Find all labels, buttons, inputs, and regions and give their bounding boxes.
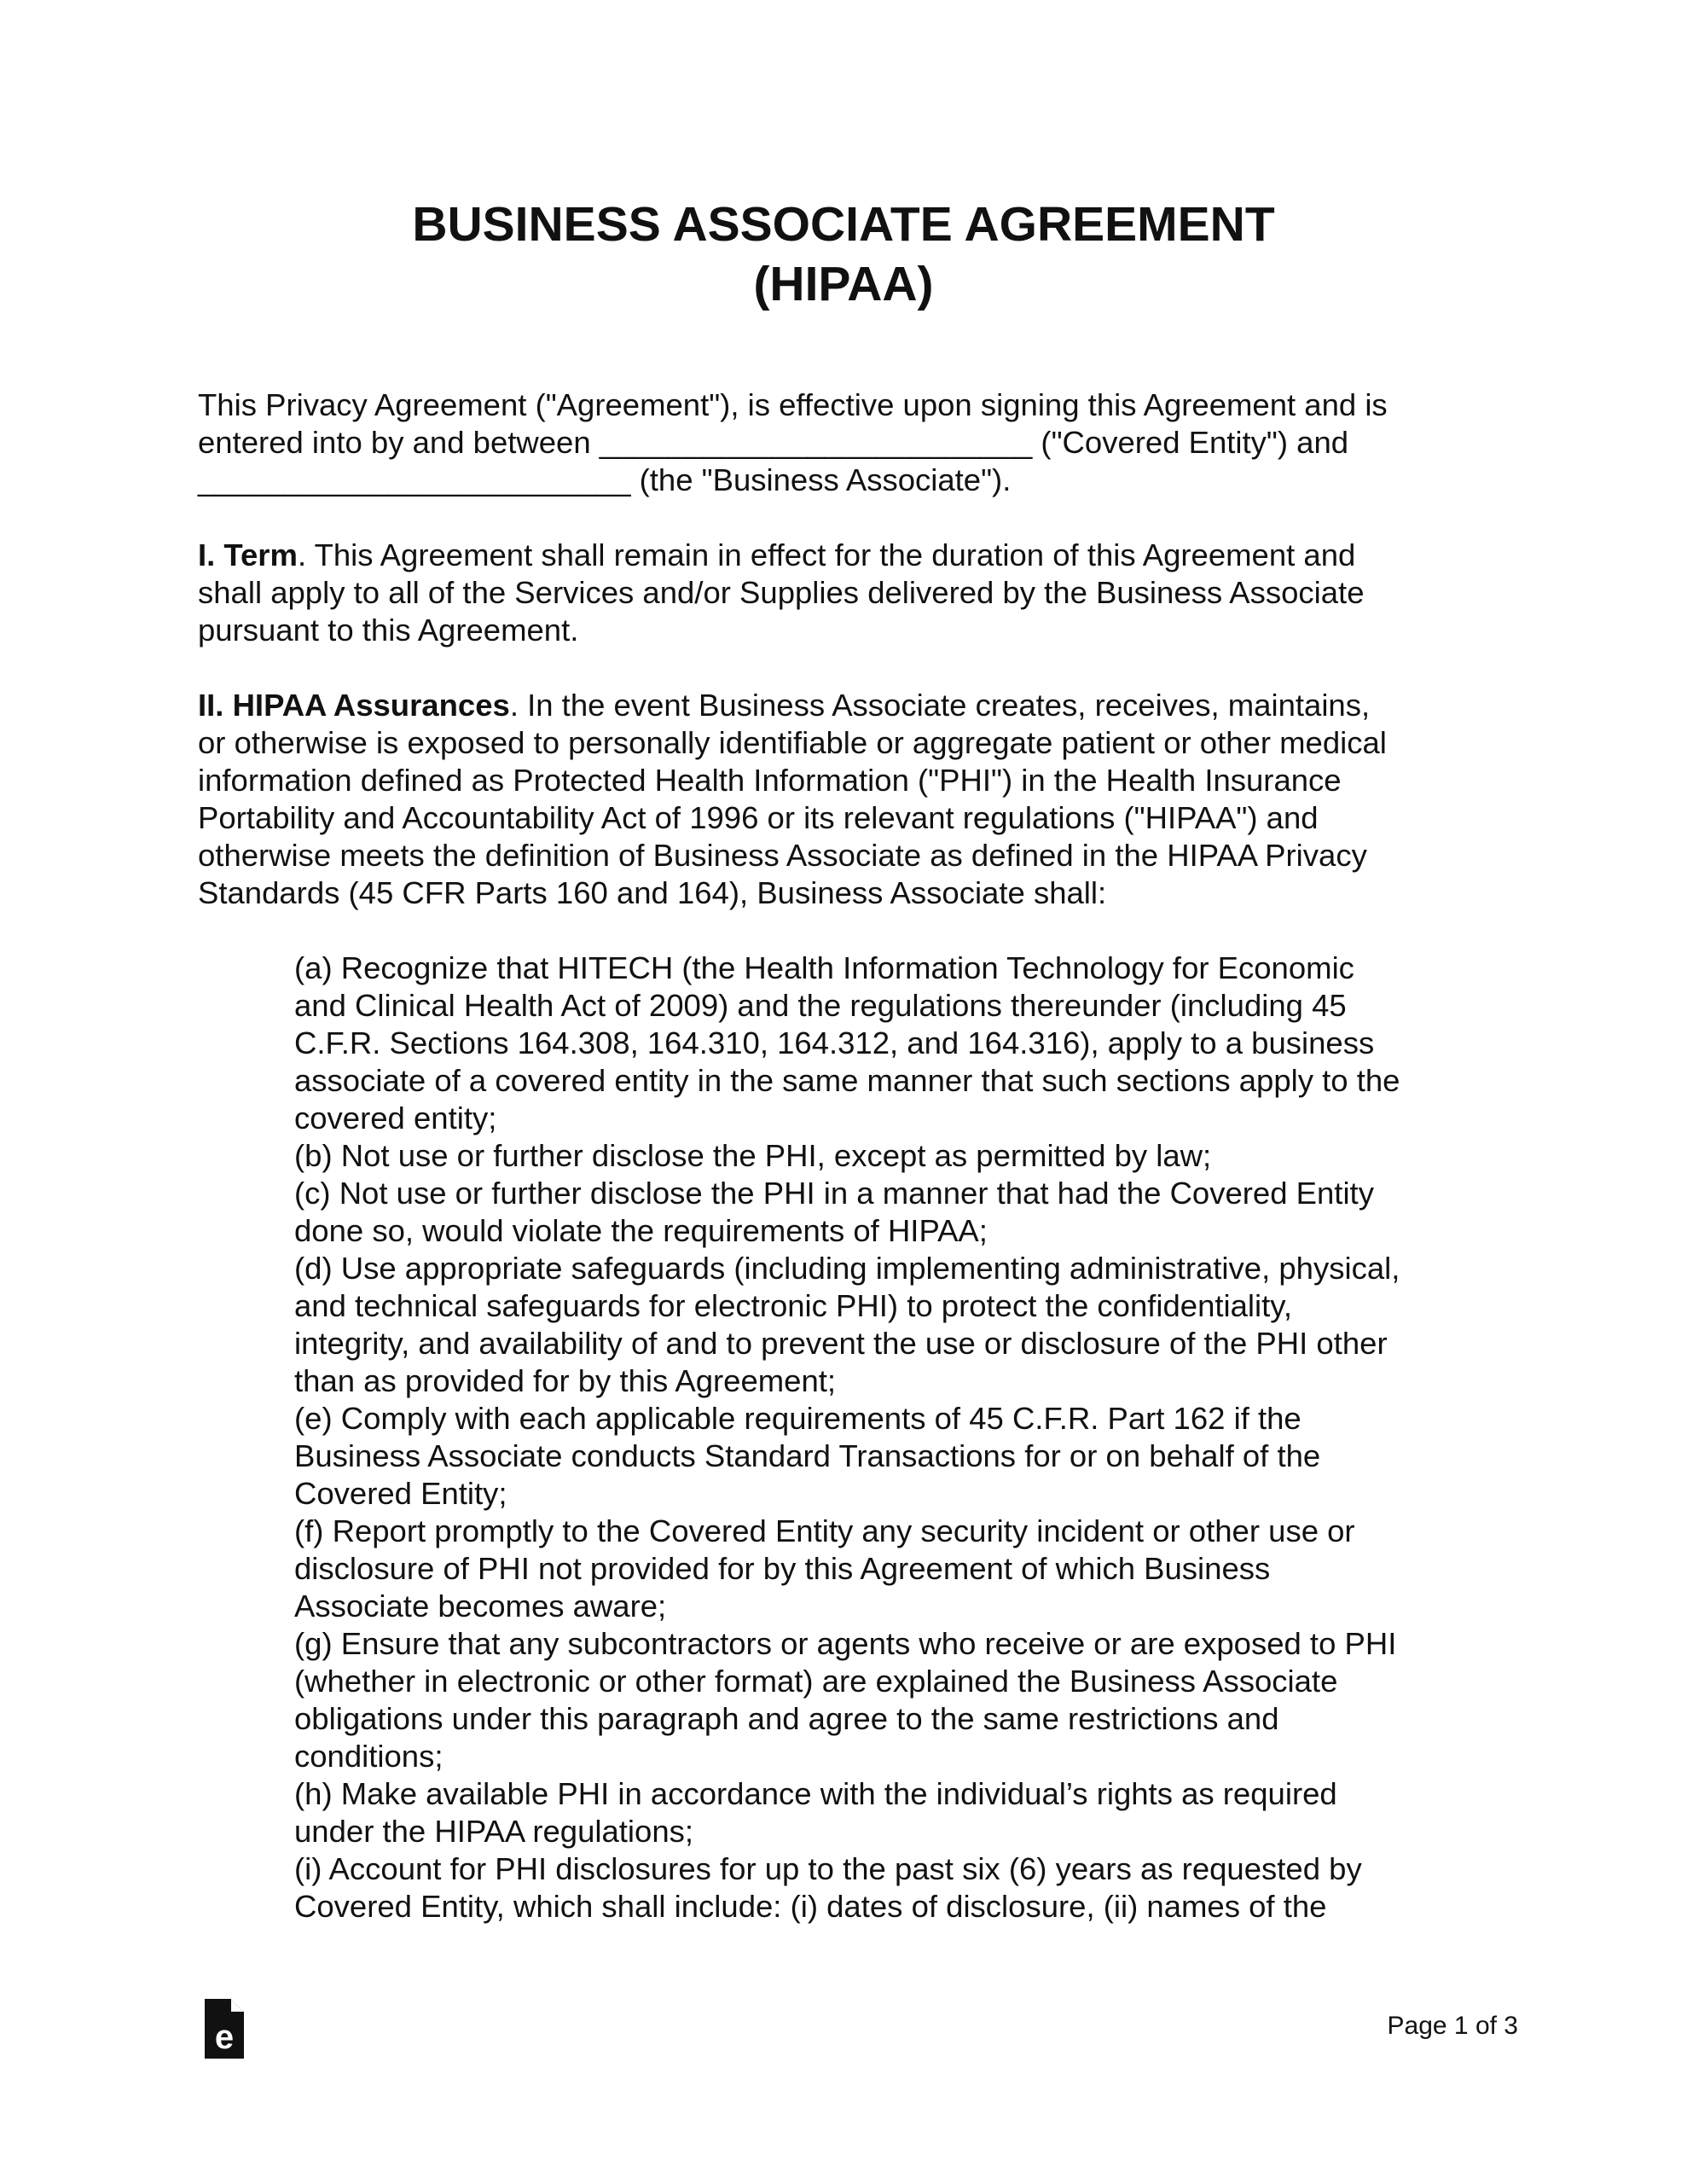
list-item: under the HIPAA regulations; — [294, 1814, 694, 1849]
document-title — [0, 195, 1687, 314]
term-line: . This Agreement shall remain in effect for the duration of this Agreement and — [297, 537, 1356, 572]
list-item: covered entity; — [294, 1101, 497, 1136]
list-item: Covered Entity, which shall include: (i) dates of disclosure, (ii) names of the — [294, 1889, 1327, 1924]
title-line-1: BUSINESS ASSOCIATE AGREEMENT — [412, 197, 1275, 252]
page-number: Page 1 of 3 — [1387, 2012, 1518, 2040]
svg-text:e: e — [214, 2018, 235, 2056]
list-item: (a) Recognize that HITECH (the Health Information Technology for Economic — [294, 950, 1354, 985]
list-item: (i) Account for PHI disclosures for up to the past six (6) years as requested by — [294, 1851, 1362, 1886]
assurances-line: Standards (45 CFR Parts 160 and 164), Business Associate shall: — [198, 875, 1107, 910]
eforms-logo-icon — [205, 1999, 244, 2059]
list-item: conditions; — [294, 1739, 443, 1774]
assurances-line: Portability and Accountability Act of 1996 or its relevant regulations ("HIPAA") and — [198, 800, 1319, 835]
list-item: C.F.R. Sections 164.308, 164.310, 164.312, and 164.316), apply to a business — [294, 1025, 1375, 1060]
assurance-items-list — [294, 950, 1503, 1926]
list-item: (h) Make available PHI in accordance with the individual’s rights as required — [294, 1776, 1337, 1811]
list-item: disclosure of PHI not provided for by this Agreement of which Business — [294, 1551, 1271, 1586]
intro-line: _________________________ (the "Business Associate"). — [198, 462, 1012, 497]
list-item: (e) Comply with each applicable requirements of 45 C.F.R. Part 162 if the — [294, 1401, 1301, 1436]
intro-line: entered into by and between _________________________ ("Covered Entity") and — [198, 425, 1349, 460]
assurances-heading: II. HIPAA Assurances — [198, 688, 510, 723]
assurances-line: otherwise meets the definition of Business Associate as defined in the HIPAA Privacy — [198, 838, 1367, 873]
list-item: and Clinical Health Act of 2009) and the regulations thereunder (including 45 — [294, 988, 1347, 1023]
term-section — [198, 537, 1503, 649]
list-item: associate of a covered entity in the same manner that such sections apply to the — [294, 1063, 1400, 1098]
list-item: than as provided for by this Agreement; — [294, 1363, 837, 1398]
title-line-2: (HIPAA) — [753, 257, 934, 311]
list-item: (c) Not use or further disclose the PHI in a manner that had the Covered Entity — [294, 1176, 1374, 1211]
list-item: integrity, and availability of and to prevent the use or disclosure of the PHI other — [294, 1326, 1388, 1361]
intro-paragraph — [198, 386, 1503, 499]
term-line: pursuant to this Agreement. — [198, 613, 579, 648]
list-item: Covered Entity; — [294, 1476, 507, 1511]
list-item: Associate becomes aware; — [294, 1589, 667, 1623]
list-item: Business Associate conducts Standard Transactions for or on behalf of the — [294, 1438, 1321, 1473]
term-line: shall apply to all of the Services and/or Supplies delivered by the Business Associate — [198, 575, 1365, 610]
list-item: (d) Use appropriate safeguards (including implementing administrative, physical, — [294, 1251, 1400, 1286]
assurances-line: or otherwise is exposed to personally identifiable or aggregate patient or other medical — [198, 725, 1387, 760]
document-body — [198, 386, 1503, 1926]
term-heading: I. Term — [198, 537, 298, 572]
assurances-section — [198, 687, 1503, 912]
assurances-line: information defined as Protected Health Information ("PHI") in the Health Insurance — [198, 763, 1342, 798]
assurances-line: . In the event Business Associate creates, receives, maintains, — [509, 688, 1371, 723]
list-item: done so, would violate the requirements of HIPAA; — [294, 1213, 988, 1248]
list-item: (whether in electronic or other format) are explained the Business Associate — [294, 1664, 1338, 1699]
list-item: (f) Report promptly to the Covered Entity any security incident or other use or — [294, 1513, 1355, 1548]
list-item: (b) Not use or further disclose the PHI, except as permitted by law; — [294, 1138, 1212, 1173]
intro-line: This Privacy Agreement ("Agreement"), is effective upon signing this Agreement and is — [198, 387, 1388, 422]
list-item: and technical safeguards for electronic PHI) to protect the confidentiality, — [294, 1288, 1292, 1323]
list-item: (g) Ensure that any subcontractors or agents who receive or are exposed to PHI — [294, 1626, 1397, 1661]
list-item: obligations under this paragraph and agree to the same restrictions and — [294, 1701, 1279, 1736]
